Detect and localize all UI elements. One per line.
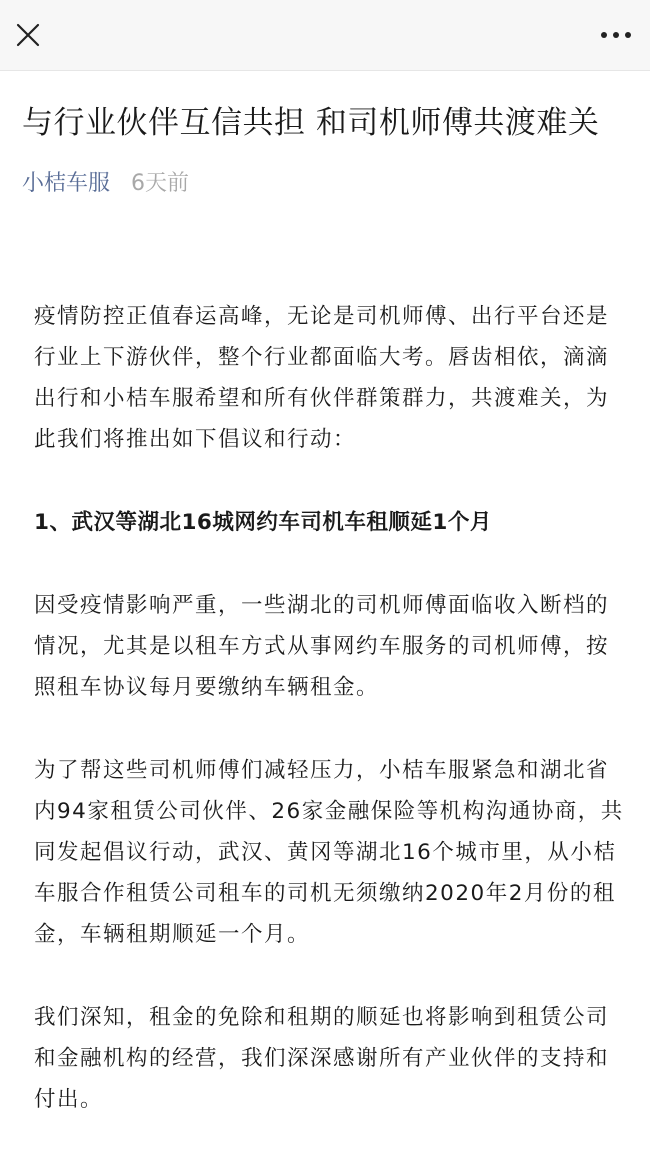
section-heading: 1、武汉等湖北16城网约车司机车租顺延1个月 <box>34 510 492 535</box>
author-link[interactable]: 小桔车服 <box>22 171 111 196</box>
article-content <box>34 296 624 1162</box>
article-header <box>22 100 632 199</box>
top-bar <box>0 0 650 71</box>
more-horizontal-icon <box>600 31 632 39</box>
paragraph: 为了帮这些司机师傅们减轻压力，小桔车服紧急和湖北省内94家租赁公司伙伴、26家金融保险等机构沟通协商，共同发起倡议行动，武汉、黄冈等湖北16个城市里，从小桔车服合作租赁公司租车的司机无须缴纳2020年2月份的租金，车辆租期顺延一个月。 <box>34 758 624 947</box>
more-options-button[interactable] <box>596 17 636 53</box>
paragraph: 疫情防控正值春运高峰，无论是司机师傅、出行平台还是行业上下游伙伴，整个行业都面临大考。唇齿相依，滴滴出行和小桔车服希望和所有伙伴群策群力，共渡难关，为此我们将推出如下倡议和行动： <box>34 304 610 452</box>
close-icon <box>15 22 41 48</box>
publish-time: 6天前 <box>131 171 190 196</box>
paragraph: 我们深知，租金的免除和租期的顺延也将影响到租赁公司和金融机构的经营，我们深深感谢所有产业伙伴的支持和付出。 <box>34 1005 610 1112</box>
close-button[interactable] <box>10 17 46 53</box>
paragraph: 因受疫情影响严重，一些湖北的司机师傅面临收入断档的情况，尤其是以租车方式从事网约车服务的司机师傅，按照租车协议每月要缴纳车辆租金。 <box>34 593 610 700</box>
article-meta <box>22 169 632 199</box>
article-title: 与行业伙伴互信共担 和司机师傅共渡难关 <box>22 105 600 141</box>
